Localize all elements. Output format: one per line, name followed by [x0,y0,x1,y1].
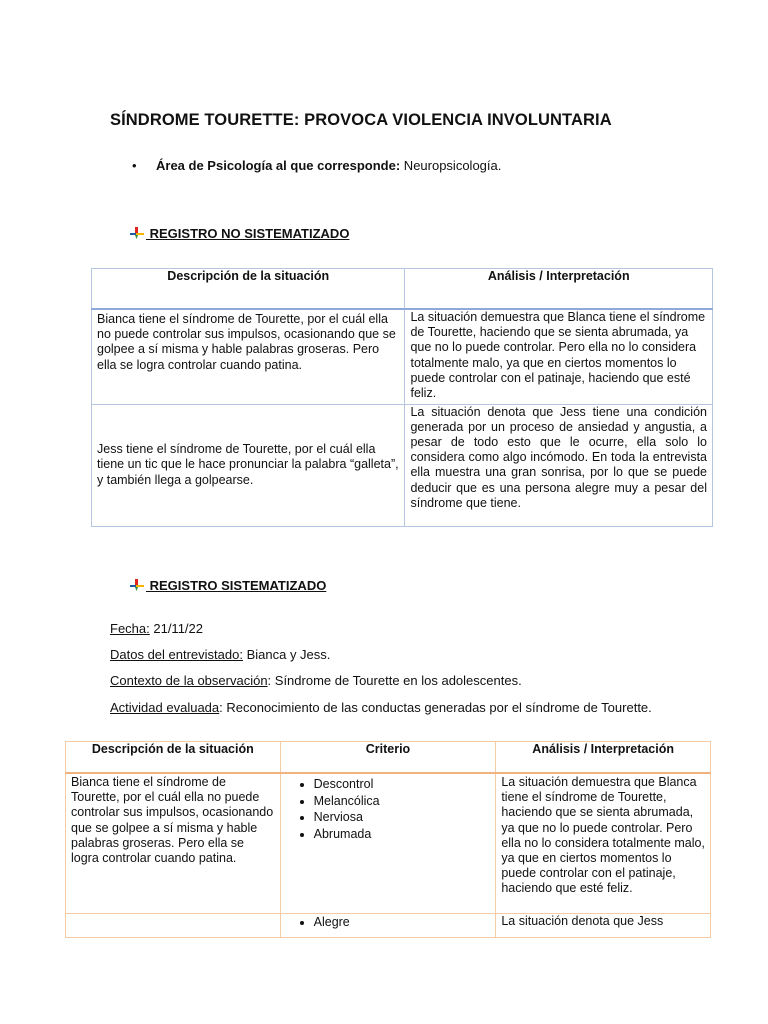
table-cell-analysis: La situación demuestra que Blanca tiene el síndrome de Tourette, haciendo que se sienta abrumada, ya que no lo puede controlar. Pero ella no lo considera totalmente malo, ya que en ciertos momentos lo puede controlar con el patinaje, haciendo que esté feliz. [496,773,711,913]
table-cell-analysis: La situación denota que Jess [496,913,711,937]
document-title: SÍNDROME TOURETTE: PROVOCA VIOLENCIA INVOLUNTARIA [110,111,612,129]
field-label: Fecha: [110,621,150,636]
table-row [66,913,711,937]
criteria-list [286,776,491,842]
field-value: Bianca y Jess. [242,647,331,662]
area-bullet [132,158,501,173]
field-activity [110,700,670,715]
four-color-arrow-bullet-icon [130,227,144,239]
systematized-record-table [65,741,711,938]
section-heading-systematized [130,578,326,593]
table-cell-description [66,913,281,937]
section-heading-unsystematized [130,226,349,241]
list-item: • Abrumada [314,826,491,843]
column-header-analysis: Análisis / Interpretación [496,742,711,774]
table-row [66,773,711,913]
field-value: 21/11/22 [149,621,204,636]
bullet-dot-icon: • [132,158,137,173]
column-header-analysis: Análisis / Interpretación [405,269,713,310]
list-item: • Nerviosa [314,809,491,826]
area-label: Área de Psicología al que corresponde: [156,158,401,173]
field-interviewee [110,647,670,662]
table-cell-description: Bianca tiene el síndrome de Tourette, por el cuál ella no puede controlar sus impulsos, ocasionando que se golpee a sí misma y hable palabras groseras. Pero ella se logra controlar cuando patina. [66,773,281,913]
field-value: : Reconocimiento de las conductas generadas por el síndrome de Tourette. [219,700,652,715]
table-cell-analysis: La situación demuestra que Blanca tiene el síndrome de Tourette, haciendo que se sienta abrumada, ya que no lo puede controlar. Pero ella no lo considera totalmente malo, ya que en ciertos momentos lo puede controlar con el patinaje, haciendo que esté feliz. [405,309,713,404]
list-item: • Melancólica [314,793,491,810]
section1-title: REGISTRO NO SISTEMATIZADO [146,226,350,241]
table-cell-description: Bianca tiene el síndrome de Tourette, por el cuál ella no puede controlar sus impulsos, ocasionando que se golpee a sí misma y hable palabras groseras. Pero ella se logra controlar cuando patina. [92,309,405,404]
list-item: • Descontrol [314,776,491,793]
table-cell-description: Jess tiene el síndrome de Tourette, por el cuál ella tiene un tic que le hace pronunciar la palabra “galleta”, y también llega a golpearse. [92,404,405,526]
list-item: • Alegre [314,914,491,931]
table-row [92,309,713,404]
table-cell-criteria [280,773,496,913]
table-header-row [92,269,713,310]
section2-title: REGISTRO SISTEMATIZADO [146,578,327,593]
field-date [110,621,670,636]
column-header-description: Descripción de la situación [92,269,405,310]
table-row [92,404,713,526]
field-context [110,673,670,688]
field-label: Contexto de la observación [110,673,268,688]
criteria-list [286,914,491,931]
unsystematized-record-table [91,268,713,527]
field-value: : Síndrome de Tourette en los adolescentes. [267,673,522,688]
field-label: Datos del entrevistado: [110,647,243,662]
column-header-description: Descripción de la situación [66,742,281,774]
column-header-criteria: Criterio [280,742,496,774]
area-value: Neuropsicología. [400,158,502,173]
four-color-arrow-bullet-icon [130,579,144,591]
table-cell-analysis: La situación denota que Jess tiene una condición generada por un proceso de ansiedad y angustia, a pesar de todo esto que le ocurre, ella solo lo considera como algo incómodo. En toda la entrevista ella muestra una gran sonrisa, por lo que se puede deducir que es una persona alegre muy a pesar del síndrome que tiene. [405,404,713,526]
table-cell-criteria [280,913,496,937]
field-label: Actividad evaluada [110,700,220,715]
table-header-row [66,742,711,774]
